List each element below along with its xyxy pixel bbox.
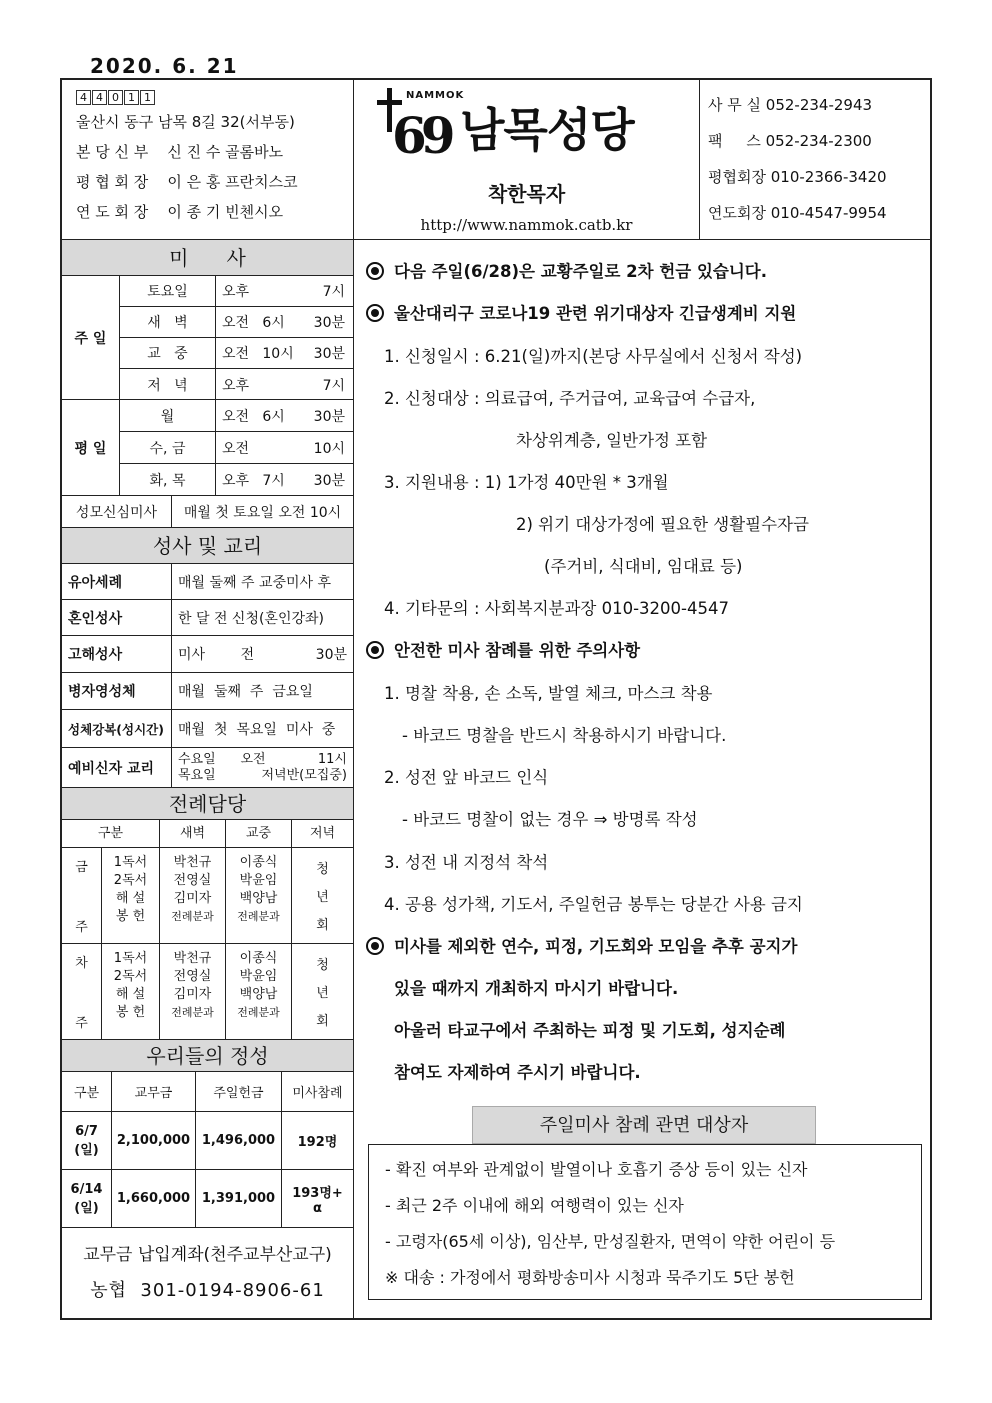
role: 봉 헌 (115, 1005, 146, 1020)
dawn-ministers (160, 944, 226, 1039)
mass-ampm: 오전 6시 (222, 315, 285, 331)
mass-hour: 30분 (313, 408, 345, 425)
account-number: 농협 301-0194-8906-61 (90, 1280, 325, 1301)
sacrament-value: 매월 첫 목요일 미사 중 (178, 721, 336, 738)
roles (102, 944, 160, 1039)
main-ministers (226, 944, 292, 1039)
marian-mass-row (62, 496, 353, 528)
roles (102, 848, 160, 943)
marian-mass-label: 성모신심미사 (62, 496, 172, 527)
liturgy-title: 전례담당 (62, 788, 353, 820)
notice-3-item: 1. 명찰 착용, 손 소독, 발열 체크, 마스크 착용 (384, 684, 713, 703)
role: 해 설 (115, 891, 146, 906)
table-header-row (62, 1072, 353, 1112)
table-row (62, 748, 353, 788)
table-row (62, 1170, 353, 1228)
date-text: 6/7 (75, 1123, 98, 1139)
minister: 회 (316, 1013, 329, 1029)
bullet-icon (366, 304, 384, 322)
mass-day: 새 벽 (120, 307, 216, 337)
account-title: 교무금 납입계좌(천주교부산교구) (83, 1245, 332, 1265)
notice-3-item: 3. 성전 내 지정석 착석 (384, 853, 549, 872)
sacrament-value: 한 달 전 신청(혼인강좌) (178, 610, 324, 627)
notice-3-item: 4. 공용 성가책, 기도서, 주일헌금 봉투는 당분간 사용 금지 (384, 895, 803, 914)
evening-ministers (292, 848, 353, 943)
minister: 백양남 (239, 987, 278, 1002)
minister: 전영실 (173, 969, 212, 984)
sacrament-label: 유아세례 (62, 564, 172, 599)
mass-hour: 30분 (313, 315, 345, 331)
sacraments-title: 성사 및 교리 (62, 528, 353, 564)
attendance-count (282, 1112, 353, 1169)
mass-ampm: 오전 6시 (222, 408, 285, 425)
offering-title: 우리들의 정성 (62, 1040, 353, 1072)
contacts (700, 80, 932, 240)
main-ministers (226, 848, 292, 943)
mass-ampm: 오전 (222, 440, 250, 457)
week-label (62, 944, 102, 1039)
mass-time (216, 369, 353, 400)
column-header: 주일헌금 (196, 1072, 282, 1111)
collection-amount: 1,391,000 (196, 1170, 282, 1227)
sacrament-value: 매월 둘째 주 금요일 (178, 684, 313, 700)
notice-1 (366, 258, 767, 282)
notice-2-item: (주거비, 식대비, 임대료 등) (544, 557, 743, 576)
contact-fax: 팩 스 052-234-2300 (708, 132, 872, 150)
minister: 전례분과 (237, 1006, 280, 1019)
offering-date (62, 1112, 112, 1169)
mass-hour: 10시 (313, 440, 345, 457)
catechumen-day: 수요일 오전 (178, 751, 266, 767)
notices-column (354, 240, 932, 1320)
zip-digit: 4 (76, 90, 91, 105)
notice-4-cont: 있을 때까지 개최하지 마시기 바랍니다. (394, 979, 679, 998)
bullet-icon (366, 641, 384, 659)
mass-time (216, 307, 353, 337)
confession-minutes: 30분 (315, 647, 347, 663)
mass-hour: 30분 (313, 473, 345, 489)
notice-text: 안전한 미사 참례를 위한 주의사항 (394, 641, 641, 660)
table-row (62, 600, 353, 636)
attendance-count (282, 1170, 353, 1227)
notice-3-item: 2. 성전 앞 바코드 인식 (384, 768, 549, 787)
mass-time (216, 276, 353, 306)
minister: 청 (316, 958, 329, 974)
sacrament-label: 예비신자 교리 (62, 748, 172, 787)
mass-title: 미 사 (62, 240, 353, 276)
mass-day: 토요일 (120, 276, 216, 306)
column-header: 새벽 (160, 820, 226, 847)
column-header: 미사참례 (292, 1086, 343, 1101)
logo-korean: 남목성당 (460, 103, 634, 157)
minister: 이종식 (239, 855, 278, 870)
notice-2 (366, 300, 796, 324)
table-row (62, 710, 353, 748)
logo-mark: 69 (392, 106, 450, 165)
sacraments-table (62, 564, 353, 788)
table-row (62, 564, 353, 600)
notice-2-item: 3. 지원내용 : 1) 1가정 40만원 * 3개월 (384, 473, 669, 492)
minister: 박윤임 (239, 969, 278, 984)
mass-time (216, 432, 353, 463)
date-text: 6/14 (70, 1181, 103, 1197)
council-president: 평 협 회 장 이 은 홍 프란치스코 (76, 173, 298, 191)
notice-3 (366, 637, 640, 661)
minister: 전영실 (173, 873, 212, 888)
minister: 청 (316, 862, 329, 878)
column-header: 구분 (62, 1072, 112, 1111)
left-column (62, 240, 354, 1320)
zip-digit: 0 (108, 90, 123, 105)
tithe-amount: 2,100,000 (112, 1112, 196, 1169)
attendance-text: 192명 (297, 1135, 338, 1150)
minister: 박윤임 (239, 873, 278, 888)
table-row (120, 307, 353, 338)
minister: 이종식 (239, 951, 278, 966)
notice-text: 다음 주일(6/28)은 교황주일로 2차 헌금 있습니다. (394, 262, 767, 281)
table-row (120, 338, 353, 369)
zip-digit: 1 (140, 90, 155, 105)
mass-ampm: 오전 10시 (222, 346, 294, 362)
liturgy-week-row (62, 944, 353, 1040)
catechumen-time: 11시 (317, 751, 347, 767)
weekday-mass-group (62, 400, 353, 496)
bulletin-frame (60, 78, 932, 1320)
mass-day: 월 (120, 400, 216, 431)
list-item: - 확진 여부와 관계없이 발열이나 호흡기 증상 등이 있는 신자 (385, 1160, 808, 1179)
table-row (62, 673, 353, 710)
list-item: - 최근 2주 이내에 해외 여행력이 있는 신자 (385, 1196, 684, 1215)
list-item: ※ 대송 : 가정에서 평화방송미사 시청과 묵주기도 5단 봉헌 (385, 1268, 795, 1287)
notice-3-item: - 바코드 명찰이 없는 경우 ⇒ 방명록 작성 (402, 810, 698, 829)
day-text: (일) (74, 1200, 99, 1216)
sacrament-value (172, 636, 353, 672)
table-row (62, 1112, 353, 1170)
role: 해 설 (115, 987, 146, 1002)
week-label-top: 차 (75, 956, 88, 971)
role: 1독서 (113, 855, 148, 870)
notice-4-cont: 참여도 자제하여 주시기 바랍니다. (394, 1063, 641, 1082)
sunday-exempt-box (368, 1144, 922, 1300)
zip-digit: 4 (92, 90, 107, 105)
minister: 김미자 (173, 987, 212, 1002)
minister: 전례분과 (171, 1006, 214, 1019)
column-header: 교중 (226, 820, 292, 847)
evening-ministers (292, 944, 353, 1039)
mass-ampm: 오후 (222, 377, 250, 394)
account-info (62, 1228, 353, 1302)
minister: 전례분과 (237, 910, 280, 923)
parish-info (62, 80, 354, 240)
offering-table (62, 1072, 353, 1302)
table-row (120, 432, 353, 464)
mass-day: 교 중 (120, 338, 216, 368)
bullet-icon (366, 262, 384, 280)
notice-2-item: 4. 기타문의 : 사회복지분과장 010-3200-4547 (384, 599, 729, 618)
table-row (120, 400, 353, 432)
contact-council: 평협회장 010-2366-3420 (708, 168, 887, 186)
notice-2-item: 2. 신청대상 : 의료급여, 주거급여, 교육급여 수급자, (384, 389, 756, 408)
attendance-extra: α (313, 1200, 322, 1216)
day-text: (일) (74, 1142, 99, 1158)
logo-english: NAMMOK (406, 90, 465, 101)
notice-2-item: 2) 위기 대상가정에 필요한 생활필수자금 (516, 515, 809, 534)
week-label-bottom: 주 (75, 1016, 88, 1031)
column-header: 구분 (62, 820, 160, 847)
catechumen-day: 목요일 (178, 767, 216, 783)
minister: 년 (316, 889, 329, 905)
minister: 전례분과 (171, 910, 214, 923)
sacrament-label: 성체강복(성시간) (62, 710, 172, 747)
notice-4-cont: 아울러 타교구에서 주최하는 피정 및 기도회, 성지순례 (394, 1021, 786, 1040)
attendance-text: 193명+ (292, 1185, 343, 1201)
minister: 백양남 (239, 891, 278, 906)
collection-amount: 1,496,000 (196, 1112, 282, 1169)
weekday-label: 평 일 (62, 400, 120, 495)
column-header: 저녁 (309, 826, 336, 841)
marian-mass-value: 매월 첫 토요일 오전 10시 (183, 504, 342, 521)
mass-ampm: 오후 (222, 284, 250, 300)
mass-hour: 7시 (322, 284, 345, 300)
sacrament-label: 고해성사 (62, 636, 172, 672)
role: 2독서 (113, 873, 148, 888)
notice-text: 울산대리구 코로나19 관련 위기대상자 긴급생계비 지원 (394, 304, 797, 323)
dawn-ministers (160, 848, 226, 943)
mass-ampm: 오후 7시 (222, 473, 285, 489)
notice-text: 미사를 제외한 연수, 피정, 기도회와 모임을 추후 공지가 (394, 937, 798, 956)
parish-url[interactable]: http://www.nammok.catb.kr (420, 216, 633, 234)
zip-code (76, 90, 353, 105)
table-row (120, 276, 353, 307)
mass-time (216, 338, 353, 368)
sunday-exempt-title: 주일미사 참례 관면 대상자 (472, 1106, 816, 1144)
parish-logo (374, 88, 694, 168)
mass-hour: 30분 (313, 346, 345, 362)
sunday-title: 착한목자 (487, 182, 566, 206)
table-row (120, 369, 353, 400)
offering-date (62, 1170, 112, 1227)
notice-4 (366, 933, 797, 957)
minister: 박천규 (173, 951, 212, 966)
mass-time (216, 464, 353, 496)
contact-office: 사 무 실 052-234-2943 (708, 96, 873, 114)
minister: 박천규 (173, 855, 212, 870)
sunday-mass-group (62, 276, 353, 400)
minister: 년 (316, 985, 329, 1001)
role: 2독서 (113, 969, 148, 984)
legion-president: 연 도 회 장 이 종 기 빈첸시오 (76, 203, 284, 221)
table-row (62, 636, 353, 673)
mass-day: 저 녁 (120, 369, 216, 400)
week-label (62, 848, 102, 943)
list-item: - 고령자(65세 이상), 임산부, 만성질환자, 면역이 약한 어린이 등 (385, 1232, 836, 1251)
notice-3-item: - 바코드 명찰을 반드시 착용하시기 바랍니다. (402, 726, 727, 745)
sacrament-label: 병자영성체 (62, 673, 172, 709)
sacrament-value (172, 748, 353, 787)
liturgy-table (62, 820, 353, 1040)
table-row (120, 464, 353, 496)
notice-2-item: 1. 신청일시 : 6.21(일)까지(본당 사무실에서 신청서 작성) (384, 347, 803, 366)
mass-day: 수, 금 (120, 432, 216, 463)
mass-day: 화, 목 (120, 464, 216, 496)
role: 1독서 (113, 951, 148, 966)
minister: 회 (316, 917, 329, 933)
confession-time: 미사 전 (178, 647, 255, 663)
role: 봉 헌 (115, 909, 146, 924)
minister: 김미자 (173, 891, 212, 906)
liturgy-week-row (62, 848, 353, 944)
table-header-row (62, 820, 353, 848)
mass-time (216, 400, 353, 431)
mass-hour: 7시 (322, 377, 345, 394)
pastor: 본 당 신 부 신 진 수 골롬바노 (76, 143, 284, 161)
bullet-icon (366, 937, 384, 955)
zip-digit: 1 (124, 90, 139, 105)
column-header: 교무금 (112, 1072, 196, 1111)
parish-logo-block (354, 80, 700, 240)
address: 울산시 동구 남목 8길 32(서부동) (76, 113, 295, 131)
contact-legion: 연도회장 010-4547-9954 (708, 204, 887, 222)
tithe-amount: 1,660,000 (112, 1170, 196, 1227)
catechumen-time: 저녁반(모집중) (261, 767, 347, 783)
sunday-label: 주 일 (62, 276, 120, 399)
sacrament-value: 매월 둘째 주 교중미사 후 (178, 574, 332, 591)
notice-2-item: 차상위계층, 일반가정 포함 (516, 431, 708, 450)
sacrament-label: 혼인성사 (62, 600, 172, 635)
week-label-bottom: 주 (75, 920, 88, 935)
bulletin-date: 2020. 6. 21 (90, 54, 239, 78)
mass-table (62, 276, 353, 528)
week-label-top: 금 (75, 860, 88, 875)
